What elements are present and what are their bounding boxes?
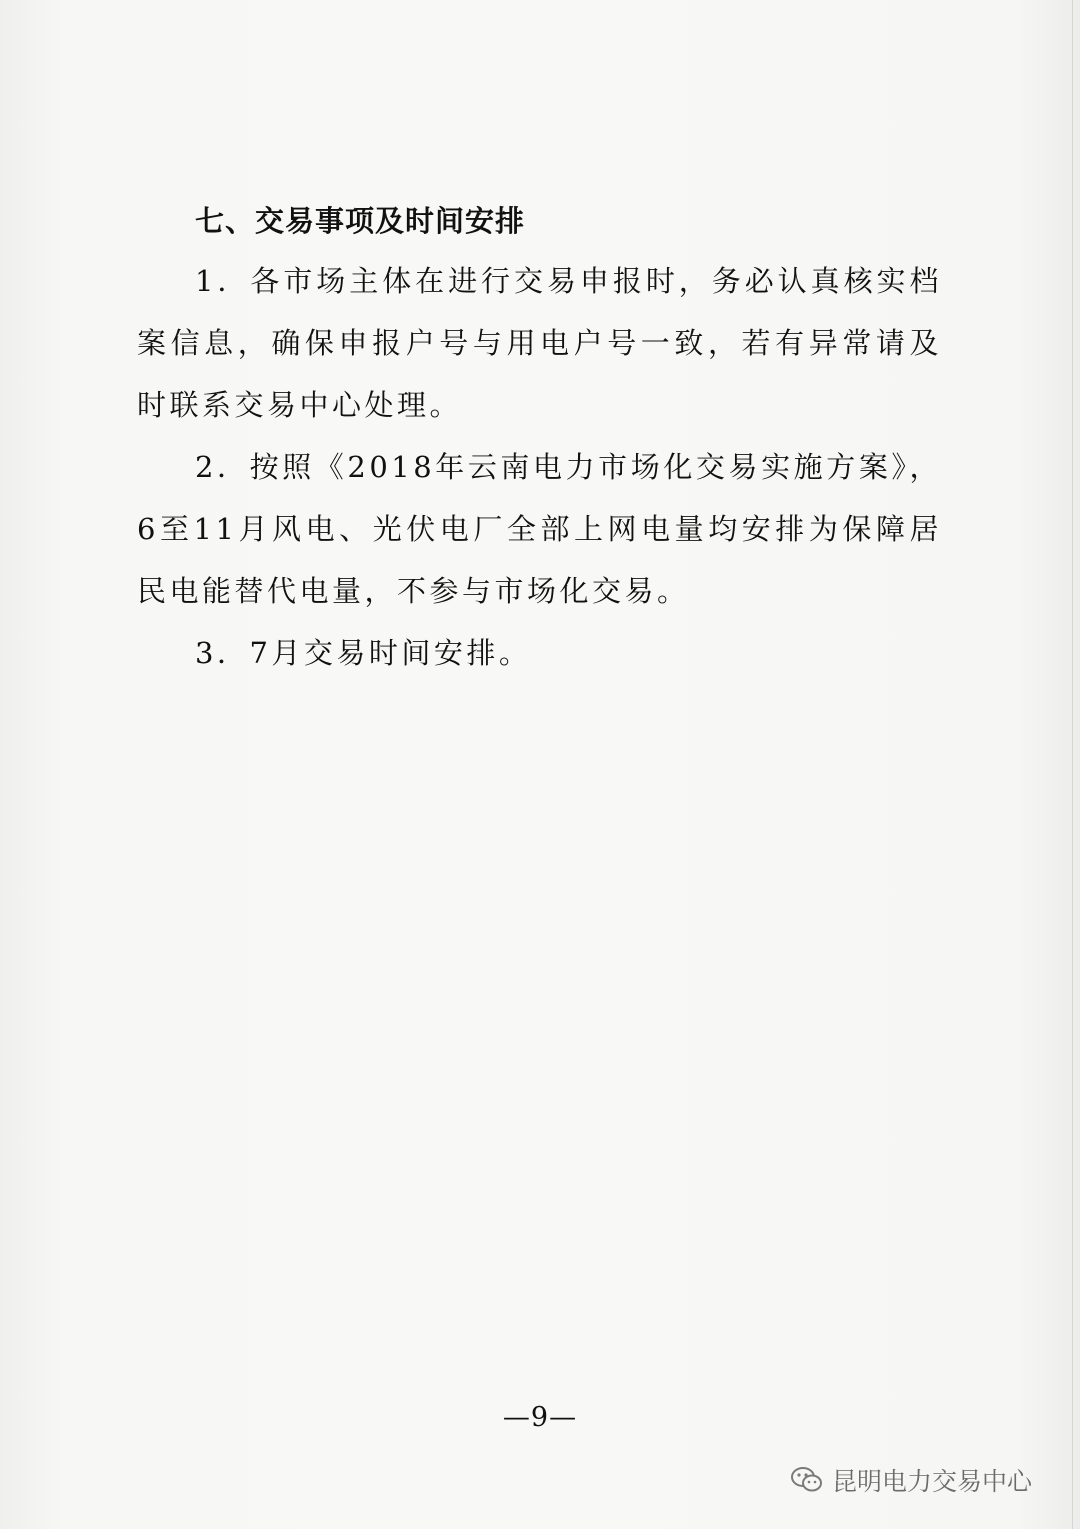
watermark [790,1462,1032,1498]
paragraph-2: 2．按照《2018年云南电力市场化交易实施方案》，6至11月风电、光伏电厂全部上网电量均安排为保障居民电能替代电量，不参与市场化交易。 [137,450,942,608]
paragraph-3: 3．7月交易时间安排。 [195,636,532,670]
wechat-icon [790,1465,824,1495]
page-edge [1072,0,1073,1529]
section-heading: 七、交易事项及时间安排 [195,204,526,238]
paragraph-1: 1．各市场主体在进行交易申报时，务必认真核实档案信息，确保申报户号与用电户号一致，若有异常请及时联系交易中心处理。 [137,264,942,422]
document-body [137,192,942,684]
page-number: —9— [502,1402,578,1433]
watermark-text: 昆明电力交易中心 [832,1467,1033,1496]
